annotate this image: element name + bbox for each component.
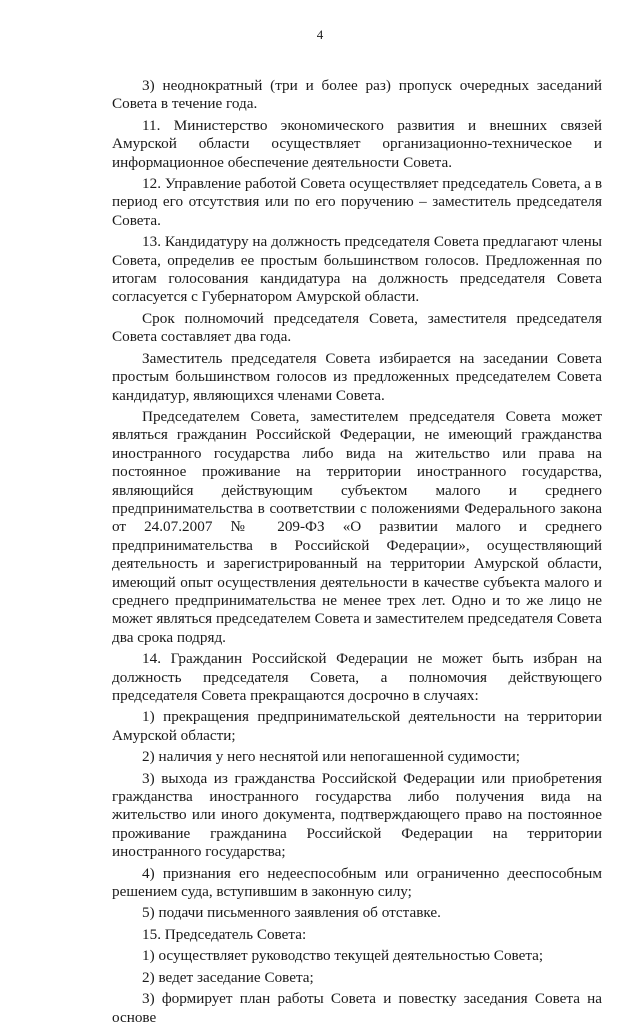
paragraph: 3) неоднократный (три и более раз) пропуск очередных заседаний Совета в течение года.	[112, 77, 602, 113]
list-item: 5) подачи письменного заявления об отставке.	[142, 904, 441, 922]
paragraph: 15. Председатель Совета:	[142, 925, 307, 943]
list-item: 1) осуществляет руководство текущей деятельностью Совета;	[142, 947, 544, 965]
paragraph: 14. Гражданин Российской Федерации не может быть избран на должность председателя Совета, а полномочия действующего председателя Совета прекращаются досрочно в случаях:	[112, 650, 602, 704]
list-item: 2) ведет заседание Совета;	[142, 968, 314, 986]
list-item: 1) прекращения предпринимательской деятельности на территории Амурской области;	[112, 708, 602, 744]
page-number: 4	[316, 27, 324, 42]
list-item: 3) выхода из гражданства Российской Федерации или приобретения гражданства иностранного государства либо получения вида на жительство или иного документа, подтверждающего право на постоянное проживание гражданина Российской Федерации на территории иностранного государства;	[112, 769, 602, 861]
paragraph: Председателем Совета, заместителем председателя Совета может являться гражданин Российской Федерации, не имеющий гражданства иностранного государства либо вида на жительство или права на постоянное проживание на территории иностранного государства, являющийся действующим субъектом малого и среднего предпринимательства в соответствии с положениями Федерального закона от 24.07.2007 № 209-ФЗ «О развитии малого и среднего предпринимательства в Российской Федерации», осуществляющий деятельность и зарегистрированный на территории Амурской области, имеющий опыт осуществления деятельности в качестве субъекта малого и среднего предпринимательства не менее трех лет. Одно и то же лицо не может являться председателем Совета и заместителем председателя Совета два срока подряд.	[112, 407, 602, 646]
list-item: 4) признания его недееспособным или ограниченно дееспособным решением суда, вступившим в законную силу;	[112, 864, 602, 901]
paragraph: Срок полномочий председателя Совета, заместителя председателя Совета составляет два года.	[112, 309, 602, 346]
paragraph: 11. Министерство экономического развития и внешних связей Амурской области осуществляет организационно-техническое и информационное обеспечение деятельности Совета.	[112, 116, 602, 171]
list-item: 2) наличия у него неснятой или непогашенной судимости;	[142, 748, 521, 766]
paragraph: 12. Управление работой Совета осуществляет председатель Совета, а в период его отсутствия или по его поручению – заместитель председателя Совета.	[112, 175, 602, 229]
list-item: 3) формирует план работы Совета и повестку заседания Совета на основе	[112, 990, 602, 1026]
document-body	[112, 77, 602, 1027]
paragraph: 13. Кандидатуру на должность председателя Совета предлагают члены Совета, определив ее простым большинством голосов. Предложенная по итогам голосования кандидатура на должность председателя Совета согласуется с Губернатором Амурской области.	[112, 233, 602, 306]
paragraph: Заместитель председателя Совета избирается на заседании Совета простым большинством голосов из предложенных председателем Совета кандидатур, являющихся членами Совета.	[112, 349, 602, 404]
